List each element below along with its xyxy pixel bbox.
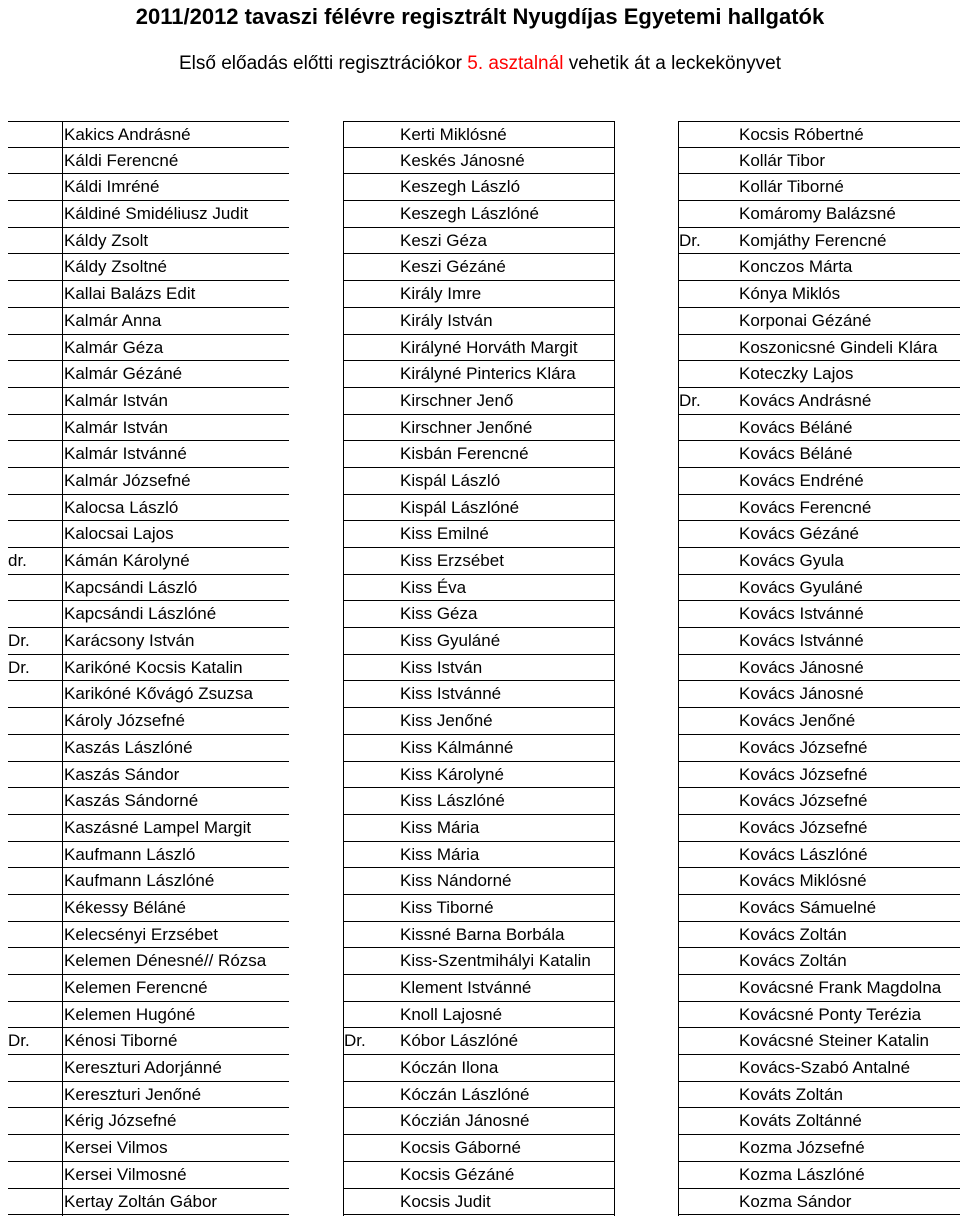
student-name: Knoll Lajosné [400,1004,503,1024]
student-name: Kovács Józsefné [739,791,868,811]
student-name: Kelecsényi Erzsébet [64,924,219,944]
student-name: Karikóné Kocsis Katalin [64,657,243,677]
student-row [344,281,614,308]
student-name: Kiss Lászlóné [400,791,505,811]
student-row [344,735,614,762]
student-name: Komáromy Balázsné [739,204,896,224]
student-row [344,1028,614,1055]
student-name: Kékessy Béláné [64,897,186,917]
student-row [344,975,614,1002]
student-name: Kelemen Ferencné [64,978,208,997]
student-name: Kiss Károlyné [400,764,504,784]
student-row [344,815,614,842]
student-row [679,468,960,495]
student-row [679,1055,960,1082]
title-prefix: Dr. [8,631,30,651]
student-name: Király István [400,310,493,330]
student-name: Keszi Géza [400,230,487,250]
student-name: Kiss Nándorné [400,871,512,891]
student-name: Kovács Zoltán [739,924,847,944]
student-row [344,1002,614,1029]
student-name: Kovács Ferencné [739,497,872,517]
student-row [679,521,960,548]
student-row [8,521,289,548]
student-name: Királyné Pinterics Klára [400,364,576,384]
student-row [679,1108,960,1135]
student-row [679,815,960,842]
student-row [8,1135,289,1162]
student-name: Kereszturi Jenőné [64,1084,202,1104]
student-row [344,948,614,975]
student-row [344,495,614,522]
student-row [344,655,614,682]
student-row [679,121,960,148]
student-row [344,681,614,708]
student-name: Kovács Józsefné [739,817,868,837]
student-row [679,548,960,575]
student-name: Kalmár István [64,417,168,437]
student-row [344,762,614,789]
student-row [679,681,960,708]
student-name: Kovács Józsefné [739,764,868,784]
student-name: Kovács Endréné [739,470,864,490]
student-row [8,1189,289,1216]
student-row [679,281,960,308]
student-name: Kiss Géza [400,604,478,624]
student-name: Kiss Jenőné [400,711,493,731]
student-row [344,628,614,655]
student-row [679,415,960,442]
student-row [344,922,614,949]
student-name: Kocsis Judit [400,1191,491,1211]
student-list-column-1 [8,121,289,1215]
student-row [679,308,960,335]
student-row [679,842,960,869]
student-row [679,895,960,922]
student-row [679,1082,960,1109]
page-subtitle [0,50,960,78]
student-name: Kalmár Anna [64,310,162,330]
student-row [8,548,289,575]
student-name: Kelemen Hugóné [64,1004,196,1024]
student-row [679,1028,960,1055]
student-name: Kiss Kálmánné [400,737,514,757]
student-name: Kocsis Róbertné [739,125,864,144]
student-name: Kovács Istvánné [739,604,864,624]
student-name: Kozma Sándor [739,1191,852,1211]
student-row [8,601,289,628]
student-name: Kocsis Gáborné [400,1138,521,1158]
student-name: Kereszturi Adorjánné [64,1058,222,1078]
student-name: Káldi Imréné [64,177,160,197]
student-row [344,895,614,922]
col-2-right-border [614,121,615,1216]
student-name: Kovács Béláné [739,444,853,464]
student-row [344,708,614,735]
student-row [8,1002,289,1029]
student-name: Kovács Zoltán [739,951,847,971]
student-name: Kirschner Jenőné [400,417,533,437]
student-row [344,788,614,815]
student-name: Kérig Józsefné [64,1111,177,1131]
student-row [679,735,960,762]
student-row [8,228,289,255]
student-row [679,201,960,228]
student-row [679,868,960,895]
student-name: Kovácsné Frank Magdolna [739,978,942,997]
student-row [8,681,289,708]
student-row [679,655,960,682]
student-name: Királyné Horváth Margit [400,337,578,357]
student-name: Koteczky Lajos [739,364,854,384]
student-name: Kovács Istvánné [739,631,864,651]
student-list-column-3 [679,121,960,1215]
page-title: 2011/2012 tavaszi félévre regisztrált Nyugdíjas Egyetemi hallgatók [135,4,825,29]
student-row [8,868,289,895]
student-row [679,788,960,815]
student-name: Kisbán Ferencné [400,444,529,464]
student-row [679,254,960,281]
student-name: Kiss Erzsébet [400,551,504,570]
student-row [8,148,289,175]
student-name: Kováts Zoltán [739,1084,843,1104]
student-name: Kovács Jánosné [739,684,864,704]
student-name: Kerti Miklósné [400,125,507,144]
student-name: Kovács Gézáné [739,524,860,544]
student-name: Kiss István [400,657,483,677]
student-name: Koszonicsné Gindeli Klára [739,337,938,357]
student-row [344,441,614,468]
student-name: Kakics Andrásné [64,125,191,144]
student-row [8,335,289,362]
student-list-column-2 [344,121,614,1215]
student-row [344,601,614,628]
title-prefix: Dr. [8,1031,30,1051]
student-row [8,1082,289,1109]
student-row [679,708,960,735]
student-name: Kiss Mária [400,817,480,837]
student-row [8,948,289,975]
student-name: Kalmár Józsefné [64,470,191,490]
student-row [679,174,960,201]
student-row [679,361,960,388]
student-name: Kozma Lászlóné [739,1164,865,1184]
student-name: Kovács-Szabó Antalné [739,1058,911,1078]
student-row [344,1189,614,1216]
student-name: Kaufmann László [64,844,196,864]
student-name: Keszi Gézáné [400,257,506,277]
student-name: Kirschner Jenő [400,390,514,410]
student-row [679,922,960,949]
student-name: Korponai Gézáné [739,310,872,330]
student-row [344,1135,614,1162]
student-name: Kalmár Géza [64,337,164,357]
subtitle-text-after: vehetik át a leckekönyvet [563,53,781,74]
student-row [344,521,614,548]
student-row [8,361,289,388]
student-row [8,254,289,281]
student-row [8,708,289,735]
subtitle-text-before: Első előadás előtti regisztrációkor [178,53,468,74]
student-name: Kiss-Szentmihályi Katalin [400,951,591,971]
student-row [8,441,289,468]
student-row [344,361,614,388]
student-name: Kaszás Sándorné [64,791,199,811]
student-row [344,201,614,228]
student-name: Kénosi Tiborné [64,1031,178,1051]
student-row [8,895,289,922]
title-prefix: Dr. [344,1031,366,1051]
student-name: Kalmár Gézáné [64,364,183,384]
student-row [344,335,614,362]
student-row [679,441,960,468]
student-name: Kovács Sámuelné [739,897,877,917]
student-row [679,228,960,255]
student-name: Kozma Józsefné [739,1138,865,1158]
student-row [344,228,614,255]
student-name: Keszegh Lászlóné [400,204,539,224]
student-name: Komjáthy Ferencné [739,230,887,250]
student-name: Káldy Zsoltné [64,257,167,277]
student-row [679,1162,960,1189]
student-name: Kispál Lászlóné [400,497,520,517]
student-name: Karácsony István [64,631,195,651]
student-row [8,842,289,869]
student-row [8,1162,289,1189]
student-row [344,548,614,575]
student-row [8,788,289,815]
student-row [8,201,289,228]
student-row [8,922,289,949]
student-row [679,628,960,655]
student-row [679,1189,960,1216]
student-name: Kovács Béláné [739,417,853,437]
student-row [8,468,289,495]
student-name: Kaszásné Lampel Margit [64,817,252,837]
student-name: Kelemen Dénesné// Rózsa [64,951,267,971]
student-row [679,1002,960,1029]
student-name: Káldi Ferencné [64,150,179,170]
title-prefix: Dr. [8,657,30,677]
student-row [8,388,289,415]
student-row [679,388,960,415]
student-row [8,975,289,1002]
student-row [344,148,614,175]
student-name: Kovács Jenőné [739,711,856,731]
student-row [679,575,960,602]
student-name: Karikóné Kővágó Zsuzsa [64,684,253,704]
student-name: Kertay Zoltán Gábor [64,1191,218,1211]
student-row [344,842,614,869]
student-row [344,121,614,148]
student-name: Kiss Éva [400,577,467,597]
student-row [344,415,614,442]
student-row [8,495,289,522]
student-name: Kiss Istvánné [400,684,502,704]
student-row [8,575,289,602]
student-row [8,121,289,148]
student-name: Kalmár István [64,390,168,410]
student-name: Kollár Tiborné [739,177,844,197]
student-name: Kaszás Lászlóné [64,737,193,757]
student-name: Kaufmann Lászlóné [64,871,215,891]
student-row [8,1055,289,1082]
student-row [344,1162,614,1189]
student-name: Káldiné Smidéliusz Judit [64,204,249,224]
student-name: Kámán Károlyné [64,551,190,570]
student-name: Kaszás Sándor [64,764,180,784]
student-row [8,1028,289,1055]
student-name: Kovács Lászlóné [739,844,868,864]
student-name: Kóczán Ilona [400,1058,499,1078]
title-prefix: dr. [8,551,27,570]
student-row [344,174,614,201]
student-row [8,281,289,308]
student-name: Kovácsné Steiner Katalin [739,1031,929,1051]
student-name: Kispál László [400,470,501,490]
student-name: Kovács Gyula [739,551,844,570]
student-name: Kováts Zoltánné [739,1111,862,1131]
student-name: Kovácsné Ponty Terézia [739,1004,922,1024]
student-name: Kovács Gyuláné [739,577,863,597]
student-row [679,495,960,522]
student-name: Kóbor Lászlóné [400,1031,519,1051]
student-name: Keszegh László [400,177,521,197]
student-name: Kiss Tiborné [400,897,494,917]
student-name: Konczos Márta [739,257,853,277]
student-row [344,1082,614,1109]
student-name: Kocsis Gézáné [400,1164,515,1184]
student-name: Kiss Emilné [400,524,489,544]
student-row [344,468,614,495]
student-row [344,308,614,335]
student-row [679,948,960,975]
student-name: Kalmár Istvánné [64,444,187,464]
student-name: Kalocsa László [64,497,179,517]
student-name: Kóczán Lászlóné [400,1084,530,1104]
student-row [679,148,960,175]
student-row [8,308,289,335]
title-prefix: Dr. [679,390,701,410]
student-name: Kersei Vilmos [64,1138,168,1158]
student-row [679,975,960,1002]
student-name: Kovács Andrásné [739,390,872,410]
student-name: Kovács Miklósné [739,871,867,891]
student-row [8,415,289,442]
student-name: Kissné Barna Borbála [400,924,565,944]
student-name: Káldy Zsolt [64,230,149,250]
student-row [344,388,614,415]
student-row [679,762,960,789]
student-name: Kalocsai Lajos [64,524,174,544]
student-row [8,655,289,682]
student-row [679,335,960,362]
student-name: Kollár Tibor [739,150,825,170]
student-name: Károly Józsefné [64,711,185,731]
title-prefix: Dr. [679,230,701,250]
student-name: Kapcsándi László [64,577,198,597]
student-name: Kónya Miklós [739,284,841,304]
subtitle-highlight: 5. asztalnál [467,53,564,74]
student-name: Kóczián Jánosné [400,1111,530,1131]
student-row [344,1055,614,1082]
student-row [344,1108,614,1135]
student-row [8,1108,289,1135]
student-name: Kallai Balázs Edit [64,284,196,304]
student-name: Király Imre [400,284,482,304]
student-name: Klement Istvánné [400,978,532,997]
student-name: Keskés Jánosné [400,150,525,170]
student-row [344,868,614,895]
student-name: Kiss Mária [400,844,480,864]
student-name: Kersei Vilmosné [64,1164,187,1184]
student-row [344,254,614,281]
student-name: Kapcsándi Lászlóné [64,604,217,624]
student-row [8,174,289,201]
student-row [8,762,289,789]
student-name: Kovács Jánosné [739,657,864,677]
student-row [679,1135,960,1162]
student-row [679,601,960,628]
student-row [344,575,614,602]
student-row [8,735,289,762]
student-row [8,628,289,655]
student-row [8,815,289,842]
student-name: Kiss Gyuláné [400,631,501,651]
student-name: Kovács Józsefné [739,737,868,757]
